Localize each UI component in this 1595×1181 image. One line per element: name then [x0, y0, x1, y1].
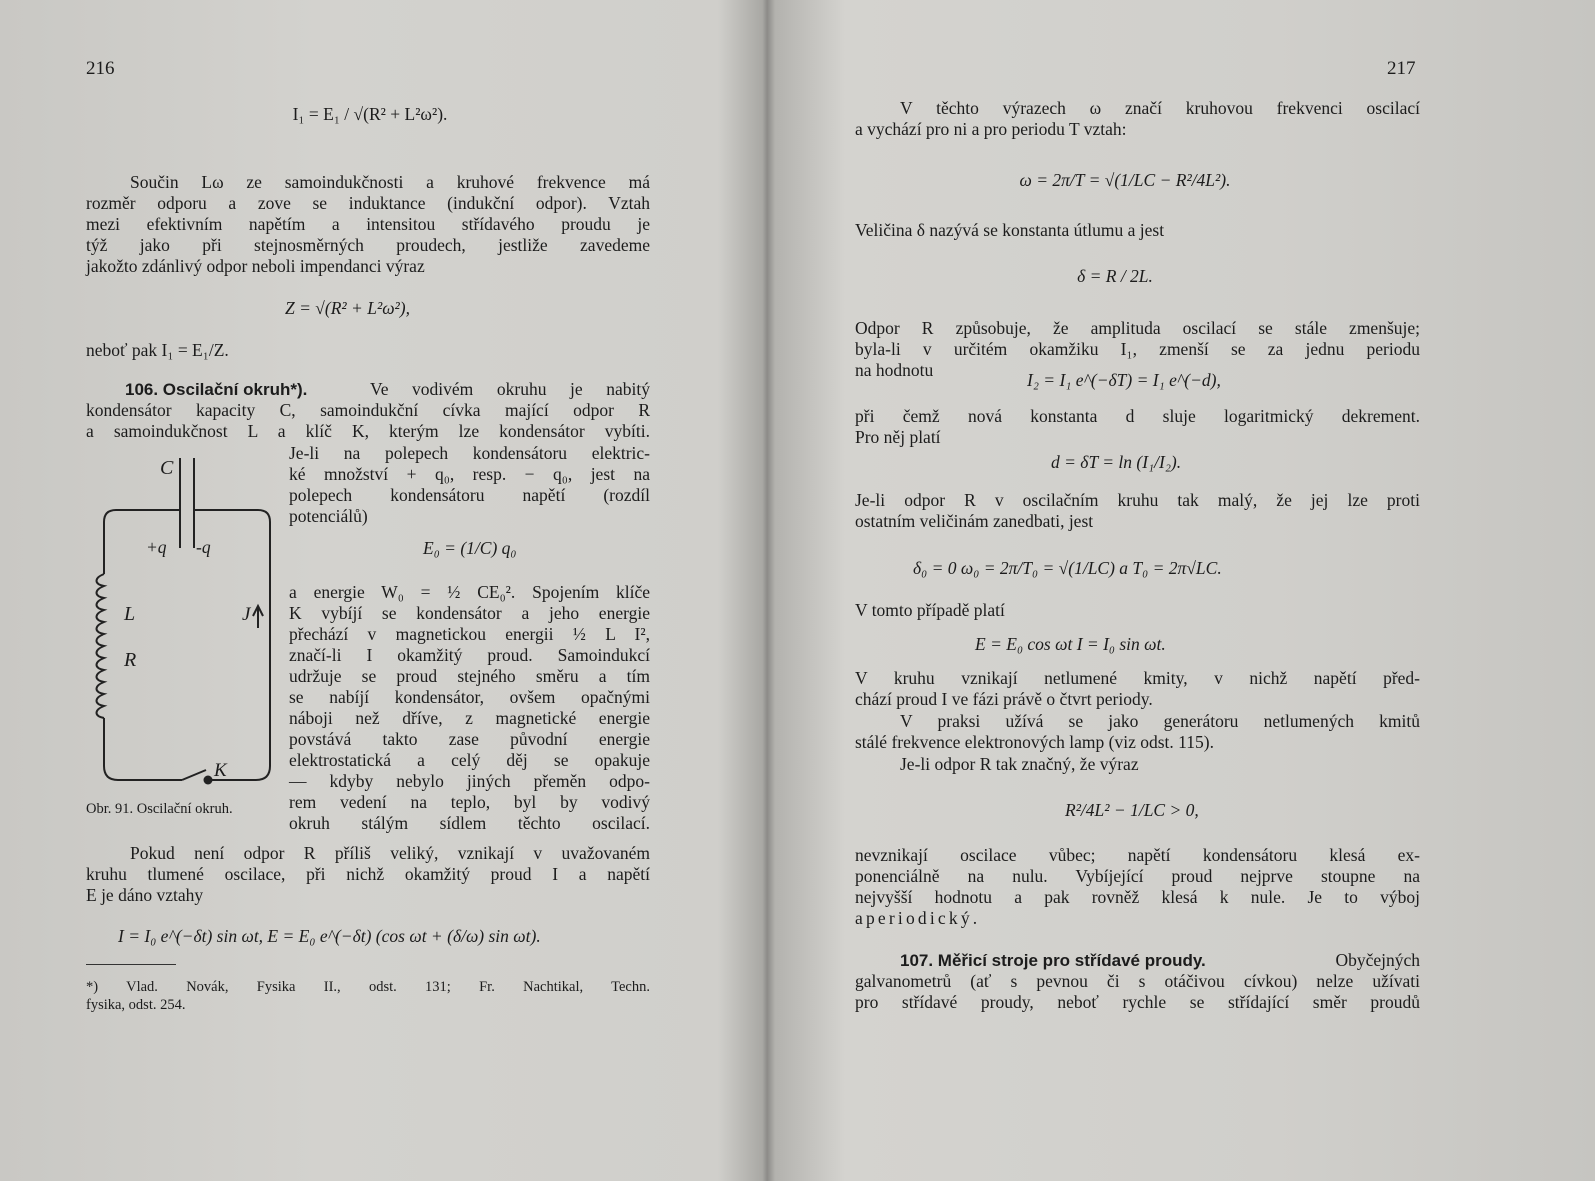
figure-caption: Obr. 91. Oscilační okruh.	[86, 801, 233, 817]
equation-damped-oscillation: I = I₀ e^(−δt) sin ωt, E = E₀ e^(−δt) (cos ωt + (δ/ω) sin ωt).	[118, 926, 541, 946]
label-K: K	[214, 760, 227, 781]
right-page: 217 V těchto výrazech ω značí kruhovou frekvenci oscilací a vychází pro ni a pro periodu T vztah: ω = 2π/T = √(1/LC − R²/4L²). Veličina δ nazývá se konstanta útlumu a jest δ = R / 2L. Odpor R způsobuje, že amplituda oscilací se stále zmenšuje; byla-li v určitém okamžiku I₁, zmenší se za jednu periodu na hodnotu I₂ = I₁ e^(−δT) = I₁ e^(−d), při čemž nová konstanta d sluje logaritmický dekrement. Pro něj platí d = δT = ln (I₁/I₂). Je-li odpor R v oscilačním kruhu tak malý, že jej lze proti ostatním veličinám zanedbati, jest δ₀ = 0 ω₀ = 2π/T₀ = √(1/LC) a T₀ = 2π√LC. V tomto případě platí E = E₀ cos ωt I = I₀ sin ωt. V kruhu vznikají netlumené kmity, v nichž napětí před- chází proud I ve fázi právě o čtvrt periody. V praksi užívá se jako generátoru netlumených kmitů stálé frekvence elektronových lamp (viz odst. 115). Je-li odpor R tak značný, že výraz R²/4L² − 1/LC > 0, nevznikají oscilace vůbec; napětí kondensátoru klesá ex- ponenciálně na nulu. Vybíjející proud nejprve stoupne na nejvyšší hodnotu a pak rovněž klesá k nule. Je to výboj aperiodický. 107. Měřicí stroje pro střídavé proudy. Obyčejných galvanometrů (ať s pevnou či s otáčivou cívkou) nelze užívati pro střídavé proudy, neboť rychle se střídající směr proudů	[855, 58, 1420, 1012]
equation-undamped: δ₀ = 0 ω₀ = 2π/T₀ = √(1/LC) a T₀ = 2π√LC.	[913, 558, 1222, 578]
footnote-rule	[86, 964, 176, 965]
label-J: J	[242, 604, 251, 625]
equation-condition: R²/4L² − 1/LC > 0,	[1065, 800, 1199, 820]
key-switch	[182, 770, 206, 780]
coil-inductor	[97, 574, 105, 718]
equation-impedance: Z = √(R² + L²ω²),	[285, 298, 411, 318]
equation-e0: E₀ = (1/C) q₀	[423, 538, 517, 558]
section-title: 107. Měřicí stroje pro střídavé proudy.	[900, 951, 1206, 970]
left-page: 216 I₁ = E₁ / √(R² + L²ω²). Součin Lω ze samoindukčnosti a kruhové frekvence má rozměr odporu a zove se induktance (indukční odpor). Vztah mezi efektivním napětím a intensitou střídavého proudu je týž jako při stejnosměrných proudech, jestliže zavedeme jakožto zdánlivý odpor neboli impendanci výraz Z = √(R² + L²ω²), neboť pak I₁ = E₁/Z. 106. Oscilační okruh*). Ve vodivém okruhu je nabitý kondensátor kapacity C, samoindukční cívka mající odpor R a samoindukčnost L a klíč K, kterým lze kondensátor vybíti. C +q -q L R J K Obr. 91. Oscilační okruh. Je-li na polepech kondensátoru elektric- ké množství + q₀, resp. − q₀, jest na polepech kondensátoru napětí (rozdíl potenciálů) E₀ = (1/C) q₀ a energie W₀ = ½ CE₀². Spojením klíče K vybíjí se kondensátor a jeho energie přechází v magnetickou energii ½ L I², značí-li I okamžitý proud. Samoindukcí udržuje se proud stejného směru a tím se nabíjí kondensátor, ovšem opačnými náboji než dříve, z magnetické energie povstává takto zase původní energie elektrostatická a celý děj se opakuje — kdyby nebylo jiných přeměn odpo- rem vedení na teplo, byl by vodivý okruh stálým sídlem těchto oscilací. Pokud není odpor R příliš veliký, vznikají v uvažovaném kruhu tlumené oscilace, při nichž okamžitý proud I a napětí E je dáno vztahy I = I₀ e^(−δt) sin ωt, E = E₀ e^(−δt) (cos ωt + (δ/ω) sin ωt). *) Vlad. Novák, Fysika II., odst. 131; Fr. Nachtikal, Techn. fysika, odst. 254.	[0, 0, 760, 1181]
equation-e-i: E = E₀ cos ωt I = I₀ sin ωt.	[975, 634, 1166, 654]
section-title: 106. Oscilační okruh*).	[125, 380, 308, 399]
label-minus-q: -q	[196, 537, 211, 557]
page-number: 217	[1387, 58, 1416, 79]
page-number: 216	[86, 58, 115, 79]
label-R: R	[124, 649, 137, 671]
text-velicina: Veličina δ nazývá se konstanta útlumu a jest	[855, 220, 1165, 240]
label-plus-q: +q	[146, 537, 167, 557]
equation-current-amplitude: I₁ = E₁ / √(R² + L²ω²).	[292, 104, 448, 124]
equation-i2: I₂ = I₁ e^(−δT) = I₁ e^(−d),	[1027, 370, 1221, 390]
text-tomto: V tomto případě platí	[855, 600, 1005, 620]
text-jeli: Je-li odpor R tak značný, že výraz	[900, 754, 1139, 774]
text-nebot: neboť pak I₁ = E₁/Z.	[86, 340, 229, 360]
label-C: C	[160, 457, 174, 479]
label-L: L	[124, 603, 136, 625]
circuit-diagram	[82, 448, 282, 808]
equation-omega: ω = 2π/T = √(1/LC − R²/4L²).	[1019, 170, 1231, 190]
equation-d: d = δT = ln (I₁/I₂).	[1051, 452, 1182, 472]
equation-delta: δ = R / 2L.	[1077, 266, 1153, 286]
